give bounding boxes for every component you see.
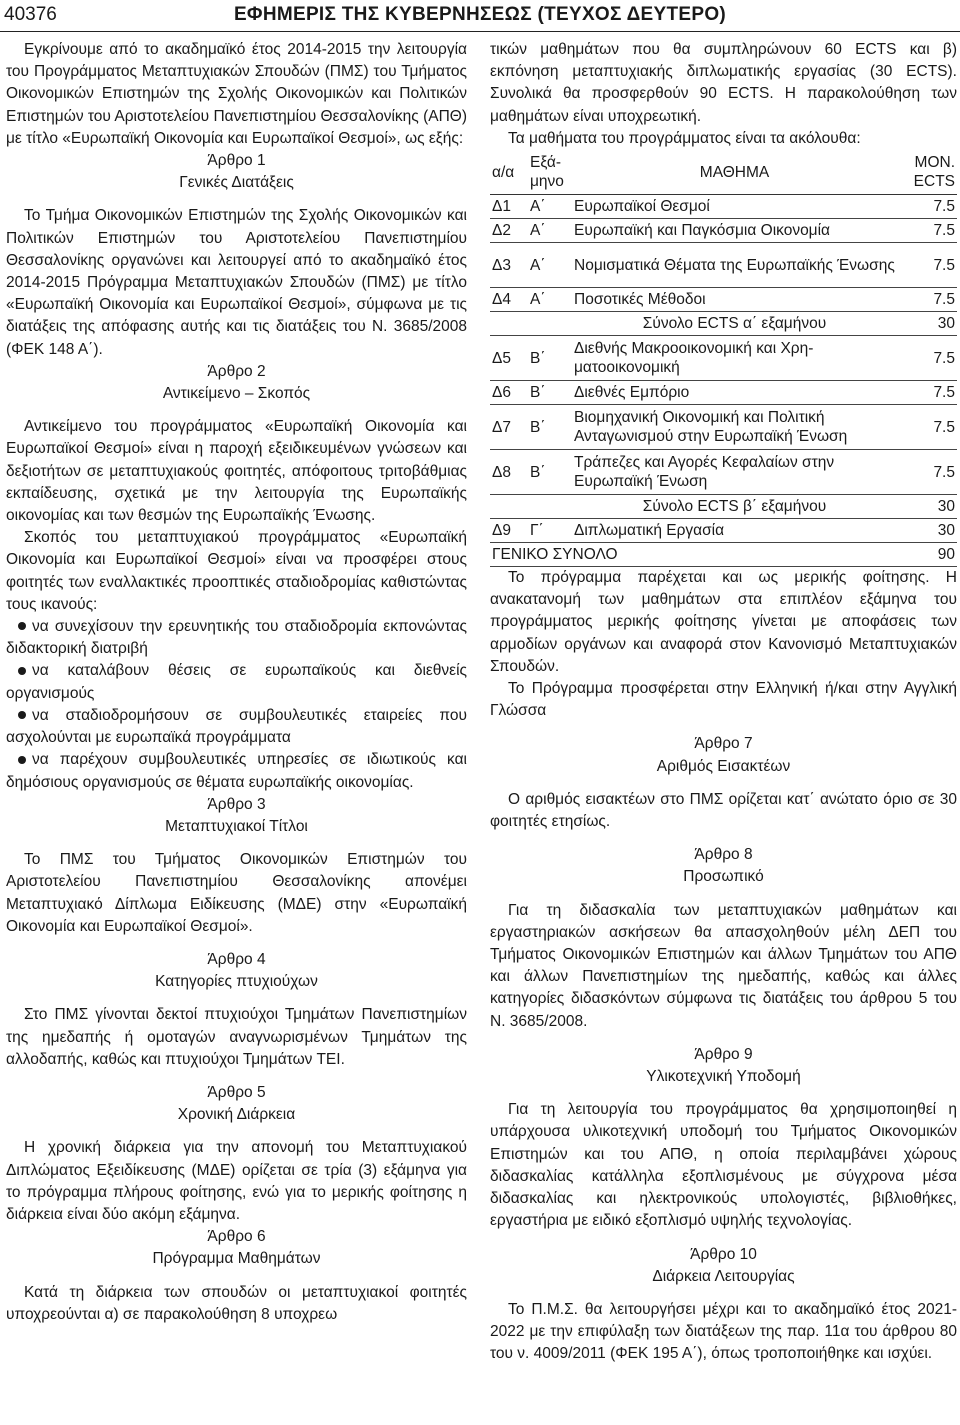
- table-row: Δ9 Γ΄ Διπλωματική Εργασία 30: [490, 519, 957, 543]
- article-10-text: Το Π.Μ.Σ. θα λειτουργήσει μέχρι και το ακαδημαϊκό έτος 2021-2022 με την επιφύλαξη των διατάξεων της παρ. 11α του άρθρου 80 του ν. 4009/2011 (ΦΕΚ 195 Α΄), όπως τροποποιήθηκε και ισχύει.: [490, 1300, 957, 1363]
- article-4-text: Στο ΠΜΣ γίνονται δεκτοί πτυχιούχοι Τμημάτων Πανεπιστημίων της ημεδαπής ή ομοταγών αναγνωρισμένων Τμημάτων της αλλοδαπής, καθώς και πτυχιούχοι Τμημάτων ΤΕΙ.: [6, 1006, 467, 1068]
- article-1-heading: Άρθρο 1: [207, 152, 266, 170]
- language-paragraph: Το Πρόγραμμα προσφέρεται στην Ελληνική ή/και στην Αγγλική Γλώσσα: [490, 680, 957, 720]
- article-6-heading: Άρθρο 6: [207, 1228, 266, 1246]
- article-3-title: Μεταπτυχιακοί Τίτλοι: [165, 817, 308, 835]
- article-6-text: Κατά τη διάρκεια των σπουδών οι μεταπτυχιακοί φοιτητές υποχρεούνται α) σε παρακολούθηση 8 υποχρεω: [6, 1283, 467, 1323]
- article-2-paragraph-1: Αντικείμενο του προγράμματος «Ευρωπαϊκή Οικονομία και Ευρωπαϊκοί Θεσμοί» είναι η παροχή εξειδικευμένων γνώσεων και δεξιοτήτων σε μεταπτυχιακούς φοιτητές, απόφοιτους τριτοβάθμιας εκπαίδευσης, σχετικά με την λειτουργία της Ευρωπαϊκής οικονομίας και των θεσμών της Ευρωπαϊκής Ένωσης.: [6, 418, 467, 525]
- article-1-title: Γενικές Διατάξεις: [179, 174, 294, 192]
- table-row: Δ8 Β΄ Τράπεζες και Αγορές Κεφαλαίων στην Ευρωπαϊκή Ένωση 7.5: [490, 450, 957, 495]
- bullet-dot-icon: [18, 756, 26, 764]
- subtotal-a-value: 30: [897, 312, 957, 336]
- article-7-text: Ο αριθμός εισακτέων στο ΠΜΣ ορίζεται κατ΄ ανώτατο όριο σε 30 φοιτητές ετησίως.: [490, 790, 957, 831]
- intro-paragraph: Εγκρίνουμε από το ακαδημαϊκό έτος 2014-2015 την λειτουργία του Προγράμματος Μεταπτυχιακών Σπουδών (ΠΜΣ) του Τμήματος Οικονομικών Επιστημών της Σχολής Οικονομικών και Πολιτικών Επιστημών του Αριστοτελείου Πανεπιστημίου Θεσσαλονίκης (ΑΠΘ) με τίτλο «Ευρωπαϊκή Οικονομία και Ευρωπαϊκοί Θεσμοί», ως εξής:: [6, 41, 467, 147]
- article-2-heading: Άρθρο 2: [207, 362, 266, 380]
- article-7-title: Αριθμός Εισακτέων: [656, 757, 791, 775]
- subtotal-a-label: Σύνολο ECTS α΄ εξαμήνου: [572, 312, 897, 336]
- page-number: 40376: [4, 4, 57, 25]
- article-10-title: Διάρκεια Λειτουργίας: [652, 1267, 795, 1285]
- subtotal-b-label: Σύνολο ECTS β΄ εξαμήνου: [572, 495, 897, 519]
- table-subtotal-row: [490, 495, 957, 519]
- article-5-text: Η χρονική διάρκεια για την απονομή του Μεταπτυχιακού Διπλώματος Εξειδίκευσης (ΜΔΕ) ορίζεται σε τρία (3) εξάμηνα για το πρόγραμμα πλήρους φοίτησης, ενώ για το μερικής φοίτησης η διάρκεια είναι δύο ακόμη εξάμηνα.: [6, 1139, 467, 1223]
- article-3-heading: Άρθρο 3: [207, 795, 266, 813]
- article-9-text: Για τη λειτουργία του προγράμματος θα χρησιμοποιηθεί η υπάρχουσα υλικοτεχνική υποδομή του Τμήματος Οικονομικών Επιστημών και του ΑΠΘ, η οποία περιλαμβάνει χώρους διδασκαλίας κατάλληλα εξοπλισμένους με σύγχρονα μέσα διδασκαλίας και ηλεκτρονικούς υπολογιστές, βιβλιοθήκες, εργαστήρια με ειδικό εξοπλισμό υψηλής τεχνολογίας.: [490, 1101, 957, 1230]
- table-subtotal-row: [490, 312, 957, 336]
- article-9-heading: Άρθρο 9: [694, 1045, 753, 1063]
- bullet-dot-icon: [18, 711, 26, 719]
- bullet-item: να συνεχίσουν την ερευνητικής του σταδιοδρομία εκπονώντας διδακτορική διατριβή: [6, 618, 467, 658]
- bullet-item: να σταδιοδρομήσουν σε συμβουλευτικές εταιρείες που ασχολούνται με ευρωπαϊκά προγράμματα: [6, 706, 467, 747]
- table-row: Δ1 Α΄ Ευρωπαϊκοί Θεσμοί 7.5: [490, 195, 957, 219]
- article-1-text: Το Τμήμα Οικονομικών Επιστημών της Σχολής Οικονομικών και Πολιτικών Επιστημών του Αριστοτελείου Πανεπιστημίου Θεσσαλονίκης οργανώνει και λειτουργεί από το ακαδημαϊκό έτος 2014-2015 Πρόγραμμα Μεταπτυχιακών Σπουδών (ΠΜΣ) με τίτλο «Ευρωπαϊκή Οικονομία και Ευρωπαϊκοί Θεσμοί», σύμφωνα με τις διατάξεις της απόφασης αυτής και τις διατάξεις του Ν. 3685/2008 (ΦΕΚ 148 Α΄).: [6, 207, 467, 358]
- table-row: Δ5 Β΄ Διεθνής Μακροοικονομική και Χρηματοοικονομική 7.5: [490, 336, 957, 381]
- bullet-dot-icon: [18, 622, 26, 630]
- header-ects: ΜΟΝ. ECTS: [897, 150, 957, 195]
- part-time-paragraph: Το πρόγραμμα παρέχεται και ως μερικής φοίτησης. Η ανακατανομή των μαθημάτων στα επιπλέον εξάμηνα του προγράμματος μερικής φοίτησης γίνεται με αποφάσεις των αρμοδίων οργάνων και αναφορά στον Κανονισμό Μεταπτυχιακών Σπουδών.: [490, 569, 957, 675]
- article-4-heading: Άρθρο 4: [207, 950, 266, 968]
- header-rule: [0, 31, 960, 32]
- article-5-title: Χρονική Διάρκεια: [177, 1106, 296, 1124]
- article-2-title: Αντικείμενο – Σκοπός: [162, 385, 311, 403]
- article-6-title: Πρόγραμμα Μαθημάτων: [152, 1250, 321, 1268]
- header-course: ΜΑΘΗΜΑ: [572, 150, 897, 195]
- table-row: Δ2 Α΄ Ευρωπαϊκή και Παγκόσμια Οικονομία 7.5: [490, 219, 957, 243]
- article-8-heading: Άρθρο 8: [694, 846, 753, 864]
- article-2-paragraph-2: Σκοπός του μεταπτυχιακού προγράμματος «Ευρωπαϊκή Οικονομία και Ευρωπαϊκοί Θεσμοί» είναι να προσφέρει στους φοιτητές των εναλλακτικές προοπτικές σταδιοδρομίας καθιστώντας τους ικανούς:: [6, 529, 467, 613]
- total-value: 90: [897, 543, 957, 567]
- right-column: [490, 39, 957, 1366]
- table-intro: Τα μαθήματα του προγράμματος είναι τα ακόλουθα:: [508, 129, 861, 147]
- article-5-heading: Άρθρο 5: [207, 1083, 266, 1101]
- article-8-text: Για τη διδασκαλία των μεταπτυχιακών μαθημάτων και εργαστηριακών ασκήσεων θα απασχοληθούν μέλη ΔΕΠ του Τμήματος Οικονομικών Επιστημών και άλλων Τμημάτων του ΑΠΘ και άλλων Πανεπιστημίων της ημεδαπής, καθώς και άλλες κατηγορίες διδασκόντων σύμφωνα τις διατάξεις του άρθρου 5 του Ν. 3685/2008.: [490, 901, 957, 1030]
- subtotal-b-value: 30: [897, 495, 957, 519]
- bullet-item: να καταλάβουν θέσεις σε ευρωπαϊκούς και διεθνείς οργανισμούς: [6, 662, 467, 702]
- table-total-row: [490, 543, 957, 567]
- table-row: Δ6 Β΄ Διεθνές Εμπόριο 7.5: [490, 381, 957, 405]
- header-code: α/α: [490, 150, 528, 195]
- table-row: Δ7 Β΄ Βιομηχανική Οικονομική και Πολιτική Ανταγωνισμού στην Ευρωπαϊκή Ένωση 7.5: [490, 405, 957, 450]
- page-header: [0, 0, 960, 34]
- left-column: [6, 39, 467, 1326]
- table-row: Δ4 Α΄ Ποσοτικές Μέθοδοι 7.5: [490, 288, 957, 312]
- gazette-title: ΕΦΗΜΕΡΙΣ ΤΗΣ ΚΥΒΕΡΝΗΣΕΩΣ (ΤΕΥΧΟΣ ΔΕΥΤΕΡΟ): [233, 4, 727, 25]
- article-10-heading: Άρθρο 10: [690, 1245, 757, 1263]
- table-row: Δ3 Α΄ Νομισματικά Θέματα της Ευρωπαϊκής Ένωσης 7.5: [490, 243, 957, 288]
- total-label: ΓΕΝΙΚΟ ΣΥΝΟΛΟ: [490, 543, 897, 567]
- courses-table: [490, 150, 957, 567]
- bullet-dot-icon: [18, 667, 26, 675]
- table-header-row: [490, 150, 957, 195]
- article-8-title: Προσωπικό: [683, 868, 764, 886]
- article-3-text: Το ΠΜΣ του Τμήματος Οικονομικών Επιστημών του Αριστοτελείου Πανεπιστημίου Θεσσαλονίκης απονέμει Μεταπτυχιακό Δίπλωμα Ειδίκευσης (ΜΔΕ) στην «Ευρωπαϊκή Οικονομία και Ευρωπαϊκοί Θεσμοί».: [6, 851, 467, 935]
- article-6-continued: τικών μαθημάτων που θα συμπληρώνουν 60 ECTS και β) εκπόνηση μεταπτυχιακής διπλωματικής εργασίας (30 ECTS). Συνολικά θα προσφερθούν 90 ECTS. Η παρακολούθηση των μαθημάτων είναι υποχρεωτική.: [490, 41, 957, 125]
- header-semester: Εξάμηνο: [528, 150, 572, 195]
- article-7-heading: Άρθρο 7: [694, 735, 753, 753]
- article-4-title: Κατηγορίες πτυχιούχων: [155, 973, 318, 991]
- article-9-title: Υλικοτεχνική Υποδομή: [646, 1068, 801, 1086]
- bullet-item: να παρέχουν συμβουλευτικές υπηρεσίες σε ιδιωτικούς και δημόσιους οργανισμούς σε θέματα ευρωπαϊκής οικονομίας.: [6, 751, 467, 791]
